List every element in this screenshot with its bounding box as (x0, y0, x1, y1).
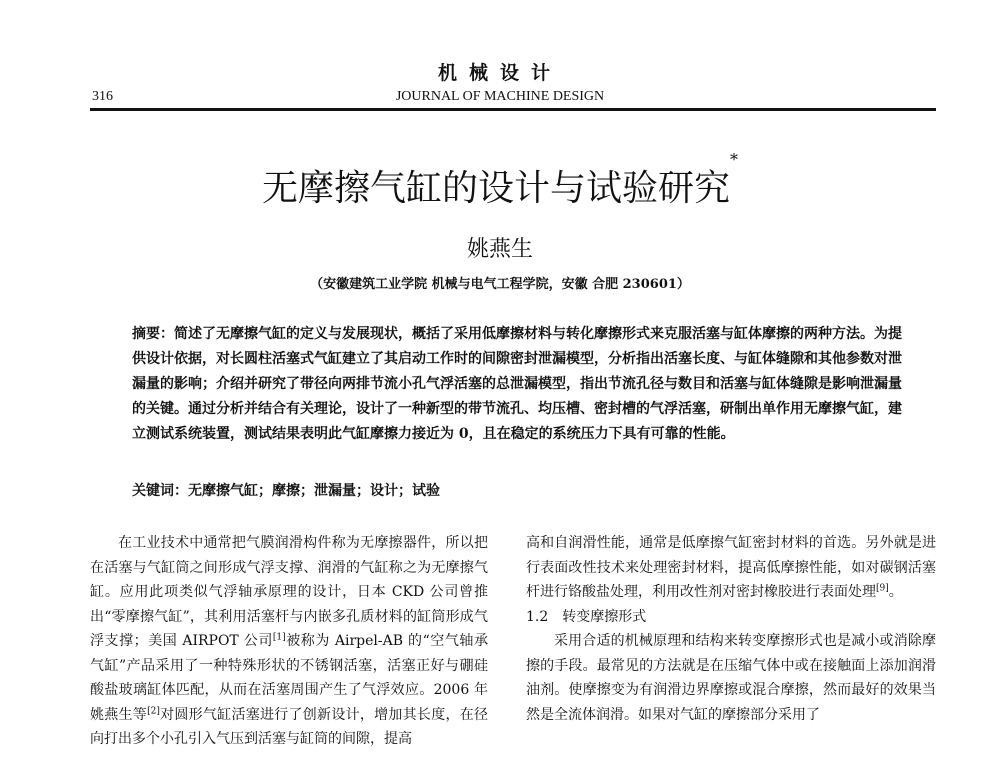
text: 被称为 Airpel-AB 的“空气轴承气缸”产品采用了一种特殊形状的不锈钢活塞，活塞正好与硼硅酸盐玻璃缸体匹配，从而在活塞周围产生了气浮效应。2006 年姚燕生等 (90, 633, 488, 723)
text: 。 (888, 584, 903, 600)
journal-name-en: JOURNAL OF MACHINE DESIGN (395, 89, 605, 104)
keywords-label: 关键词： (132, 483, 188, 499)
paragraph (90, 531, 488, 752)
header-rule (90, 108, 936, 111)
paragraph: 采用合适的机械原理和结构来转变摩擦形式也是减小或消除摩擦的手段。最常见的方法就是在压缩气体中或在接触面上添加润滑油剂。使摩擦变为有润滑边界摩擦或混合摩擦，然而最好的效果当然是全流体润滑。如果对气缸的摩擦部分采用了 (526, 633, 936, 723)
paragraph (526, 531, 936, 605)
keywords (132, 480, 440, 500)
title-text: 无摩擦气缸的设计与试验研究 (261, 168, 730, 209)
author: 姚燕生 (466, 237, 533, 262)
text: 高和自润滑性能，通常是低摩擦气缸密封材料的首选。另外就是进行表面改性技术来处理密封材料，提高低摩擦性能，如对碳钢活塞杆进行铬酸盐处理，利用改性剂对密封橡胶进行表面处理 (526, 535, 936, 600)
text: 对圆形气缸活塞进行了创新设计，增加其长度，在径向打出多个小孔引入气压到活塞与缸筒的间隙，提高 (90, 706, 489, 747)
citation-9[interactable]: [9] (876, 583, 889, 594)
abstract-label: 摘要： (132, 326, 174, 342)
citation-1[interactable]: [1] (272, 632, 286, 643)
abstract-text: 简述了无摩擦气缸的定义与发展现状，概括了采用低摩擦材料与转化摩擦形式来克服活塞与缸体摩擦的两种方法。为提供设计依据，对长圆柱活塞式气缸建立了其启动工作时的间隙密封泄漏模型，分析指出活塞长度、与缸体缝隙和其他参数对泄漏量的影响；介绍并研究了带径向两排节流小孔气浮活塞的总泄漏模型，指出节流孔径与数目和活塞与缸体缝隙是影响泄漏量的关键。通过分析并结合有关理论，设计了一种新型的带节流孔、均压槽、密封槽的气浮活塞，研制出单作用无摩擦气缸，建立测试系统装置，测试结果表明此气缸摩擦力接近为 0，且在稳定的系统压力下具有可靠的性能。 (132, 326, 902, 442)
citation-2[interactable]: [2] (147, 705, 160, 716)
title-footnote-mark: * (730, 150, 738, 169)
text: 在工业技术中通常把气膜润滑构件称为无摩擦器件，所以把在活塞与气缸筒之间形成气浮支撑、润滑的气缸称之为无摩擦气缸。应用此项类似气浮轴承原理的设计，日本 CKD 公司曾推出“零摩擦气缸”，其利用活塞杆与内嵌多孔质材料的缸筒形成气浮支撑；美国 AIRPOT 公司 (90, 535, 488, 649)
abstract (132, 322, 902, 447)
affiliation: （安徽建筑工业学院 机械与电气工程学院，安徽 合肥 230601） (310, 277, 690, 292)
keywords-text: 无摩擦气缸；摩擦；泄漏量；设计；试验 (188, 483, 440, 499)
journal-name-cn: 机械设计 (437, 62, 562, 84)
paper-title (0, 150, 1000, 211)
section-heading: 1.2 转变摩擦形式 (526, 608, 647, 625)
left-column (90, 531, 488, 752)
right-column (526, 531, 936, 727)
page-number: 316 (92, 89, 113, 104)
